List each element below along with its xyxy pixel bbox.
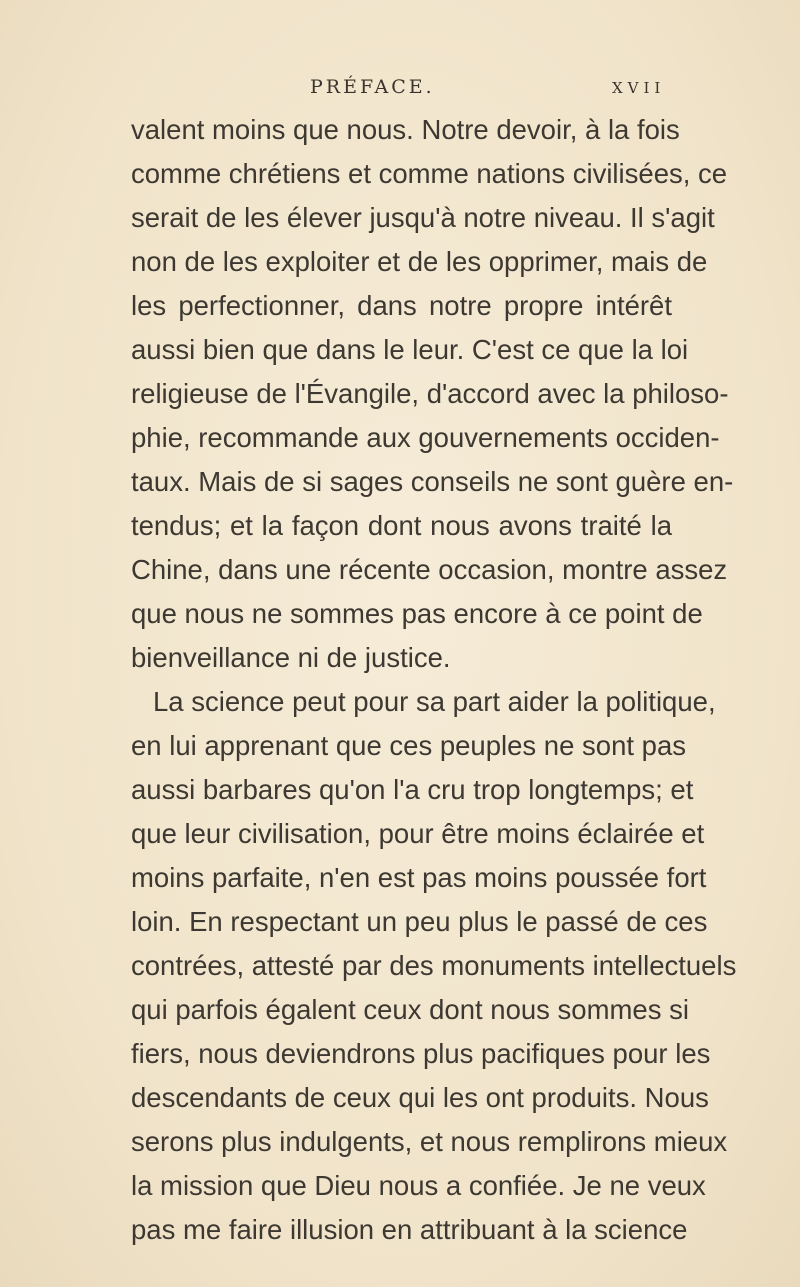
text-line: qui parfois égalent ceux dont nous sommes si [131, 994, 689, 1025]
text-line: que nous ne sommes pas encore à ce point de [131, 598, 703, 629]
page-number: XVII [612, 79, 666, 97]
text-line: comme chrétiens et comme nations civilisées, ce [131, 158, 728, 189]
text-line: en lui apprenant que ces peuples ne sont pas [131, 730, 686, 761]
text-line: les perfectionner, dans notre propre intérêt [131, 290, 672, 321]
paragraph-start-line: La science peut pour sa part aider la politique, [153, 686, 716, 717]
text-line: contrées, attesté par des monuments intellectuels [131, 950, 737, 981]
running-head [0, 76, 800, 106]
text-line: moins parfaite, n'en est pas moins poussée fort [131, 862, 707, 893]
running-head-title: PRÉFACE. [310, 76, 435, 98]
text-line: phie, recommande aux gouvernements occiden- [131, 422, 720, 453]
text-line: Chine, dans une récente occasion, montre assez [131, 554, 728, 585]
text-line: aussi bien que dans le leur. C'est ce que la loi [131, 334, 689, 365]
paragraph-end-line: bienveillance ni de justice. [131, 642, 451, 673]
text-line: la mission que Dieu nous a confiée. Je ne veux [131, 1170, 706, 1201]
text-line: loin. En respectant un peu plus le passé de ces [131, 906, 708, 937]
text-line: pas me faire illusion en attribuant à la science [131, 1214, 688, 1245]
text-line: serons plus indulgents, et nous remplirons mieux [131, 1126, 728, 1157]
text-line: religieuse de l'Évangile, d'accord avec la philoso- [131, 378, 729, 409]
text-line: fiers, nous deviendrons plus pacifiques pour les [131, 1038, 711, 1069]
text-line: serait de les élever jusqu'à notre niveau. Il s'agit [131, 202, 715, 233]
text-line: valent moins que nous. Notre devoir, à la fois [131, 114, 680, 145]
text-line: tendus; et la façon dont nous avons traité la [131, 510, 672, 541]
text-line: aussi barbares qu'on l'a cru trop longtemps; et [131, 774, 694, 805]
text-line: taux. Mais de si sages conseils ne sont guère en- [131, 466, 734, 497]
text-line: descendants de ceux qui les ont produits. Nous [131, 1082, 709, 1113]
text-line: non de les exploiter et de les opprimer, mais de [131, 246, 708, 277]
text-line: que leur civilisation, pour être moins éclairée et [131, 818, 705, 849]
